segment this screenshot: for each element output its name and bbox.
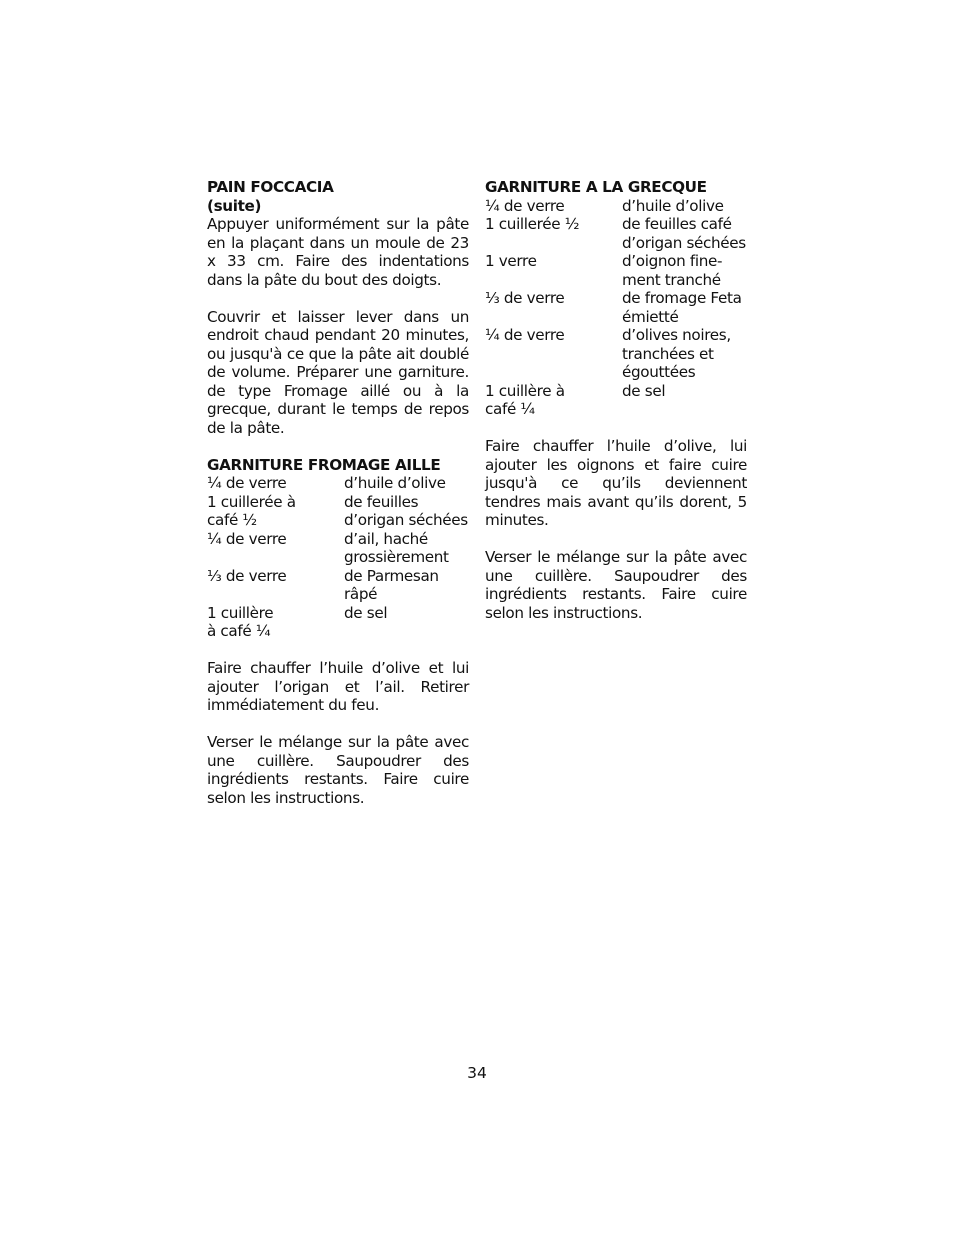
- ingredient-quantity: [485, 215, 622, 252]
- ingredient-quantity-line: à café ¼: [207, 622, 271, 640]
- ingredient-quantity-line: 1 verre: [485, 252, 537, 270]
- instruction-paragraph: Appuyer uniformément sur la pâte en la plaçant dans un moule de 23 x 33 cm. Faire des indentations dans la pâte du bout des doigts.: [207, 215, 469, 289]
- ingredient-quantity: [207, 474, 344, 493]
- ingredient-quantity-line: ¼ de verre: [485, 196, 565, 215]
- ingredient-name-line: de fromage Feta: [622, 289, 742, 307]
- ingredient-name-line: de feuilles café: [622, 215, 732, 233]
- ingredient-quantity-line: ¼ de verre: [207, 529, 287, 548]
- ingredient-quantity-line: ¼ de verre: [485, 326, 565, 344]
- ingredient-row: [485, 289, 747, 326]
- ingredient-quantity: [207, 567, 344, 604]
- ingredient-row: [207, 530, 469, 567]
- ingredient-name-line: égouttées: [622, 363, 696, 381]
- left-column: [207, 178, 469, 807]
- ingredient-name-line: râpé: [344, 585, 378, 603]
- ingredient-quantity: [485, 326, 622, 382]
- ingredient-name-line: d’origan séchées: [622, 233, 746, 252]
- ingredient-quantity-line: ¼ de verre: [207, 474, 287, 492]
- ingredient-name: [622, 215, 747, 252]
- ingredient-quantity-line: 1 cuillerée à: [207, 492, 296, 511]
- ingredient-row: [207, 604, 469, 641]
- ingredient-name-line: d’oignon fine-: [622, 252, 723, 270]
- ingredient-list: [207, 474, 469, 641]
- recipe-title: PAIN FOCCACIA: [207, 178, 334, 196]
- ingredient-name-line: de sel: [344, 603, 388, 622]
- ingredient-quantity: [207, 493, 344, 530]
- ingredient-name-line: d’ail, haché: [344, 529, 428, 548]
- ingredient-name-line: émietté: [622, 307, 679, 326]
- ingredient-quantity: [485, 252, 622, 289]
- ingredient-name-line: d’origan séchées: [344, 511, 468, 529]
- ingredient-name: [344, 493, 469, 530]
- ingredient-quantity: [207, 604, 344, 641]
- ingredient-name: [344, 474, 469, 493]
- ingredient-name-line: tranchées et: [622, 344, 714, 363]
- ingredient-quantity: [485, 197, 622, 216]
- ingredient-name-line: de sel: [622, 381, 666, 400]
- ingredient-quantity: [485, 382, 622, 419]
- ingredient-row: [207, 567, 469, 604]
- ingredient-row: [207, 474, 469, 493]
- ingredient-quantity-line: 1 cuillère à: [485, 381, 565, 400]
- ingredient-quantity-line: café ¼: [485, 400, 535, 418]
- ingredient-name: [622, 382, 747, 419]
- ingredient-name-line: ment tranché: [622, 270, 721, 289]
- instruction-paragraph: Faire chauffer l’huile d’olive, lui ajouter les oignons et faire cuire jusqu'à ce qu’ils deviennent tendres mais avant qu’ils dorent, 5 minutes.: [485, 437, 747, 529]
- ingredient-row: [485, 382, 747, 419]
- ingredient-row: [485, 326, 747, 382]
- ingredient-name: [344, 530, 469, 567]
- ingredient-quantity: [485, 289, 622, 326]
- instruction-paragraph: Faire chauffer l’huile d’olive et lui ajouter l’origan et l’ail. Retirer immédiatement du feu.: [207, 659, 469, 714]
- instruction-paragraph: Verser le mélange sur la pâte avec une cuillère. Saupoudrer des ingrédients restants. Faire cuire selon les instructions.: [485, 548, 747, 622]
- ingredient-name-line: de Parmesan: [344, 566, 439, 585]
- right-column: [485, 178, 747, 622]
- ingredient-name: [622, 289, 747, 326]
- ingredient-row: [485, 215, 747, 252]
- ingredient-quantity-line: 1 cuillerée ½: [485, 215, 580, 233]
- instruction-paragraph: Verser le mélange sur la pâte avec une cuillère. Saupoudrer des ingrédients restants. Faire cuire selon les instructions.: [207, 733, 469, 807]
- ingredient-name: [622, 252, 747, 289]
- ingredient-row: [485, 252, 747, 289]
- ingredient-quantity-line: café ½: [207, 511, 257, 529]
- ingredient-list: [485, 197, 747, 419]
- recipe-subtitle: (suite): [207, 196, 262, 215]
- ingredient-name: [622, 326, 747, 382]
- section-heading: GARNITURE FROMAGE AILLE: [207, 455, 441, 474]
- ingredient-quantity-line: 1 cuillère: [207, 603, 274, 622]
- ingredient-name-line: d’huile d’olive: [622, 196, 724, 215]
- ingredient-name: [344, 604, 469, 641]
- instruction-paragraph: Couvrir et laisser lever dans un endroit chaud pendant 20 minutes, ou jusqu'à ce que la pâte ait doublé de volume. Préparer une garniture. de type Fromage aillé ou à la grecque, durant le temps de repos de la pâte.: [207, 307, 469, 437]
- section-heading: GARNITURE A LA GRECQUE: [485, 178, 707, 196]
- ingredient-quantity-line: ⅓ de verre: [207, 566, 287, 585]
- ingredient-name-line: grossièrement: [344, 548, 449, 566]
- ingredient-name-line: de feuilles: [344, 492, 419, 511]
- page-number: 34: [467, 1064, 487, 1082]
- ingredient-name-line: d’olives noires,: [622, 326, 731, 344]
- ingredient-row: [207, 493, 469, 530]
- ingredient-name: [622, 197, 747, 216]
- ingredient-row: [485, 197, 747, 216]
- ingredient-quantity-line: ⅓ de verre: [485, 289, 565, 307]
- ingredient-name: [344, 567, 469, 604]
- ingredient-quantity: [207, 530, 344, 567]
- ingredient-name-line: d’huile d’olive: [344, 474, 446, 492]
